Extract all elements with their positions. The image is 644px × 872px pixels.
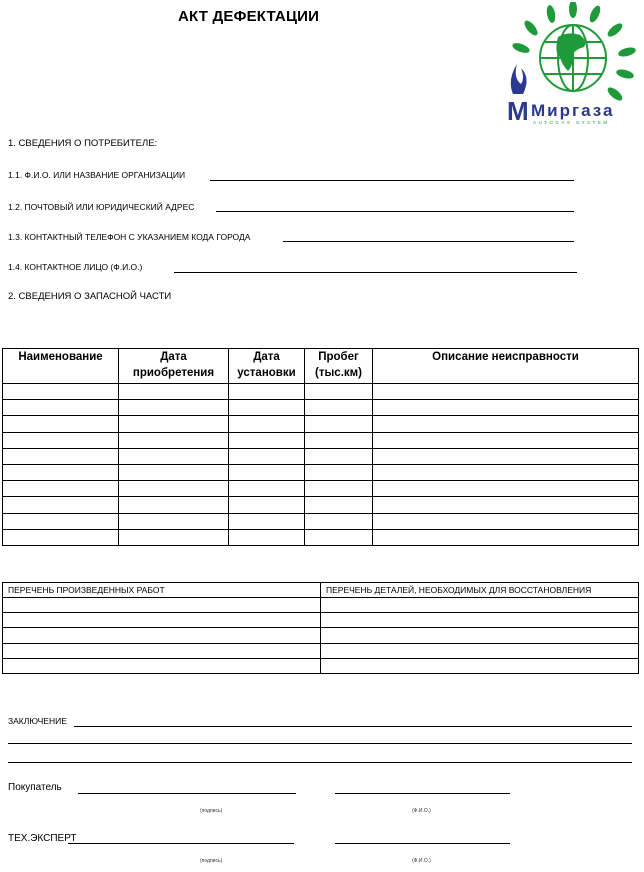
table-cell[interactable] <box>3 464 119 480</box>
field-input-phone[interactable] <box>283 241 574 242</box>
expert-name-hint: (Ф.И.О.) <box>412 858 431 864</box>
conclusion-input-line-3[interactable] <box>8 762 632 763</box>
table-cell[interactable] <box>119 432 229 448</box>
table-cell[interactable] <box>119 448 229 464</box>
table-cell[interactable] <box>305 416 373 432</box>
buyer-name-field[interactable] <box>335 793 510 794</box>
field-label-name: 1.1. Ф.И.О. ИЛИ НАЗВАНИЕ ОРГАНИЗАЦИИ <box>8 170 186 180</box>
table-cell[interactable] <box>3 643 321 658</box>
logo-brand: Миргаза <box>531 101 615 120</box>
table-cell[interactable] <box>321 643 639 658</box>
table-row <box>3 613 639 628</box>
section2-heading: 2. СВЕДЕНИЯ О ЗАПАСНОЙ ЧАСТИ <box>8 291 172 302</box>
table-cell[interactable] <box>305 513 373 529</box>
col-header-fault-description: Описание неисправности <box>373 349 639 384</box>
table-cell[interactable] <box>305 529 373 545</box>
table-cell[interactable] <box>3 613 321 628</box>
table-cell[interactable] <box>373 497 639 513</box>
table-cell[interactable] <box>119 513 229 529</box>
table-cell[interactable] <box>373 400 639 416</box>
table-cell[interactable] <box>321 628 639 643</box>
logo-letter-m: М <box>507 96 529 126</box>
conclusion-input-line-2[interactable] <box>8 743 632 744</box>
field-label-address: 1.2. ПОЧТОВЫЙ ИЛИ ЮРИДИЧЕСКИЙ АДРЕС <box>8 202 195 212</box>
table-row <box>3 628 639 643</box>
col-header-purchase-date: Дата приобретения <box>119 349 229 384</box>
table-cell[interactable] <box>229 416 305 432</box>
table-cell[interactable] <box>321 658 639 673</box>
table-row <box>3 598 639 613</box>
table-cell[interactable] <box>305 432 373 448</box>
table-cell[interactable] <box>229 400 305 416</box>
table-cell[interactable] <box>119 497 229 513</box>
table-cell[interactable] <box>3 529 119 545</box>
conclusion-label: ЗАКЛЮЧЕНИЕ <box>8 716 67 726</box>
table-cell[interactable] <box>119 464 229 480</box>
section1-heading: 1. СВЕДЕНИЯ О ПОТРЕБИТЕЛЕ: <box>8 138 158 149</box>
table-cell[interactable] <box>305 448 373 464</box>
field-input-address[interactable] <box>216 211 574 212</box>
table-cell[interactable] <box>3 513 119 529</box>
buyer-signature-hint: (подпись) <box>200 808 223 814</box>
expert-signature-field[interactable] <box>68 843 294 844</box>
field-label-contact: 1.4. КОНТАКТНОЕ ЛИЦО (Ф.И.О.) <box>8 262 143 272</box>
table-cell[interactable] <box>3 497 119 513</box>
table-cell[interactable] <box>3 628 321 643</box>
table-cell[interactable] <box>305 497 373 513</box>
table-cell[interactable] <box>119 481 229 497</box>
table-row <box>3 643 639 658</box>
table-cell[interactable] <box>373 416 639 432</box>
expert-name-field[interactable] <box>335 843 510 844</box>
logo-tagline: AUTOGAS SYSTEM <box>533 120 610 125</box>
table-row <box>3 481 639 497</box>
col-header-name: Наименование <box>3 349 119 384</box>
table-cell[interactable] <box>305 400 373 416</box>
table-cell[interactable] <box>321 613 639 628</box>
table-row <box>3 529 639 545</box>
table-cell[interactable] <box>305 481 373 497</box>
table-cell[interactable] <box>373 481 639 497</box>
spare-part-table <box>2 348 639 546</box>
table-cell[interactable] <box>305 384 373 400</box>
table-cell[interactable] <box>3 384 119 400</box>
table-cell[interactable] <box>373 384 639 400</box>
table-cell[interactable] <box>119 400 229 416</box>
table-cell[interactable] <box>119 384 229 400</box>
table-row <box>3 400 639 416</box>
table-cell[interactable] <box>321 598 639 613</box>
table-cell[interactable] <box>229 464 305 480</box>
table-cell[interactable] <box>3 598 321 613</box>
table-cell[interactable] <box>119 529 229 545</box>
table-cell[interactable] <box>229 481 305 497</box>
table-cell[interactable] <box>373 448 639 464</box>
table-cell[interactable] <box>3 432 119 448</box>
table-cell[interactable] <box>3 400 119 416</box>
col-header-works-done: ПЕРЕЧЕНЬ ПРОИЗВЕДЕННЫХ РАБОТ <box>3 583 321 598</box>
table-row <box>3 416 639 432</box>
works-table <box>2 582 639 674</box>
table-cell[interactable] <box>373 513 639 529</box>
field-input-name[interactable] <box>210 180 574 181</box>
col-header-install-date: Дата установки <box>229 349 305 384</box>
table-cell[interactable] <box>229 384 305 400</box>
table-cell[interactable] <box>229 432 305 448</box>
table-cell[interactable] <box>229 529 305 545</box>
col-header-parts-needed: ПЕРЕЧЕНЬ ДЕТАЛЕЙ, НЕОБХОДИМЫХ ДЛЯ ВОССТАНОВЛЕНИЯ <box>321 583 639 598</box>
table-cell[interactable] <box>373 464 639 480</box>
field-label-phone: 1.3. КОНТАКТНЫЙ ТЕЛЕФОН С УКАЗАНИЕМ КОДА ГОРОДА <box>8 232 251 242</box>
table-cell[interactable] <box>3 481 119 497</box>
col-header-mileage: Пробег (тыс.км) <box>305 349 373 384</box>
table-row <box>3 513 639 529</box>
table-cell[interactable] <box>373 432 639 448</box>
conclusion-input-line-1[interactable] <box>74 726 632 727</box>
table-row <box>3 464 639 480</box>
table-cell[interactable] <box>229 448 305 464</box>
expert-label: ТЕХ.ЭКСПЕРТ <box>8 833 77 844</box>
table-row <box>3 448 639 464</box>
table-row <box>3 432 639 448</box>
field-input-contact[interactable] <box>174 272 577 273</box>
table-cell[interactable] <box>119 416 229 432</box>
table-cell[interactable] <box>3 416 119 432</box>
table-cell[interactable] <box>373 529 639 545</box>
table-row <box>3 384 639 400</box>
table-cell[interactable] <box>229 497 305 513</box>
expert-signature-hint: (подпись) <box>200 858 223 864</box>
table-cell[interactable] <box>229 513 305 529</box>
table-row <box>3 658 639 673</box>
table-cell[interactable] <box>3 658 321 673</box>
buyer-label: Покупатель <box>8 782 62 793</box>
flame-icon <box>511 64 527 94</box>
table-cell[interactable] <box>3 448 119 464</box>
buyer-signature-field[interactable] <box>78 793 296 794</box>
table-cell[interactable] <box>305 464 373 480</box>
mirgaza-logo <box>503 2 641 126</box>
table-row <box>3 497 639 513</box>
buyer-name-hint: (Ф.И.О.) <box>412 808 431 814</box>
document-title: АКТ ДЕФЕКТАЦИИ <box>178 8 320 25</box>
